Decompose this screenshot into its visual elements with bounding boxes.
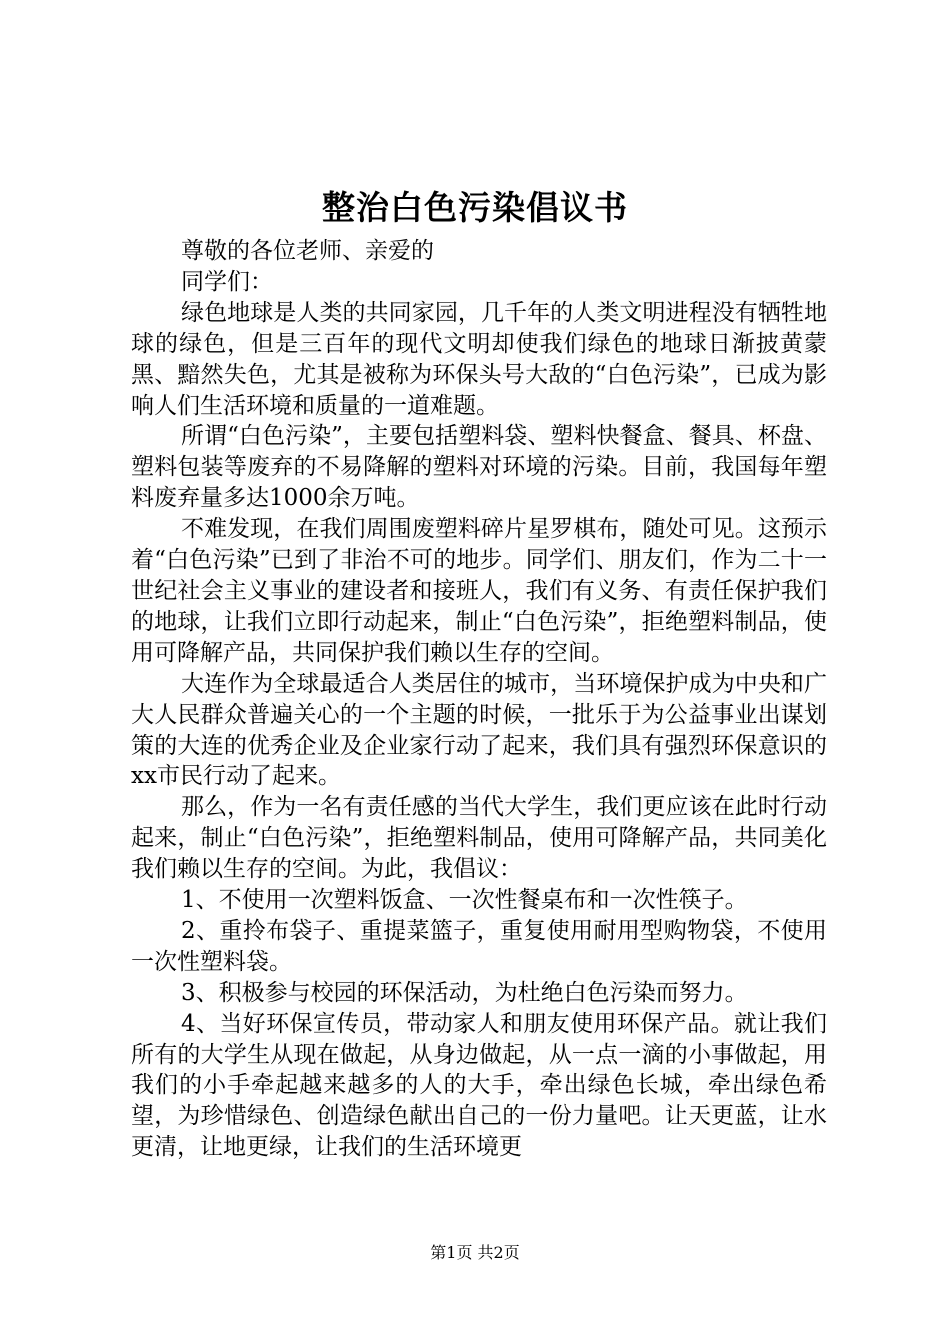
document-body [131,236,827,1163]
greeting-line: 同学们： [181,268,273,295]
paragraph: 不难发现，在我们周围废塑料碎片星罗棋布，随处可见。这预示着“白色污染”已到了非治不可的地步。同学们、朋友们，作为二十一世纪社会主义事业的建设者和接班人，我们有义务、有责任保护我们的地球，让我们立即行动起来，制止“白色污染”，拒绝塑料制品，使用可降解产品，共同保护我们赖以生存的空间。 [131,516,827,666]
proposal-item: 2、重拎布袋子、重提菜篮子，重复使用耐用型购物袋，不使用一次性塑料袋。 [131,917,827,975]
document-title: 整治白色污染倡议书 [322,188,628,227]
proposal-item: 3、积极参与校园的环保活动，为杜绝白色污染而努力。 [181,979,748,1006]
paragraph: 大连作为全球最适合人类居住的城市，当环境保护成为中央和广大人民群众普遍关心的一个主题的时候，一批乐于为公益事业出谋划策的大连的优秀企业及企业家行动了起来，我们具有强烈环保意识的xx市民行动了起来。 [131,670,827,790]
page-footer: 第1页 共2页 [430,1243,520,1262]
proposal-item: 1、不使用一次塑料饭盒、一次性餐桌布和一次性筷子。 [181,887,748,914]
paragraph: 绿色地球是人类的共同家园，几千年的人类文明进程没有牺牲地球的绿色，但是三百年的现代文明却使我们绿色的地球日渐披黄蒙黑、黯然失色，尤其是被称为环保头号大敌的“白色污染”，已成为影响人们生活环境和质量的一道难题。 [131,299,827,419]
greeting-line: 尊敬的各位老师、亲爱的 [181,238,434,264]
paragraph: 那么，作为一名有责任感的当代大学生，我们更应该在此时行动起来，制止“白色污染”，拒绝塑料制品，使用可降解产品，共同美化我们赖以生存的空间。为此，我倡议： [131,794,827,883]
proposal-item: 4、当好环保宣传员，带动家人和朋友使用环保产品。就让我们所有的大学生从现在做起，从身边做起，从一点一滴的小事做起，用我们的小手牵起越来越多的人的大手，牵出绿色长城，牵出绿色希望，为珍惜绿色、创造绿色献出自己的一份力量吧。让天更蓝，让水更清，让地更绿，让我们的生活环境更 [131,1010,827,1161]
paragraph: 所谓“白色污染”，主要包括塑料袋、塑料快餐盒、餐具、杯盘、塑料包装等废弃的不易降解的塑料对环境的污染。目前，我国每年塑料废弃量多达1000余万吨。 [131,423,827,512]
